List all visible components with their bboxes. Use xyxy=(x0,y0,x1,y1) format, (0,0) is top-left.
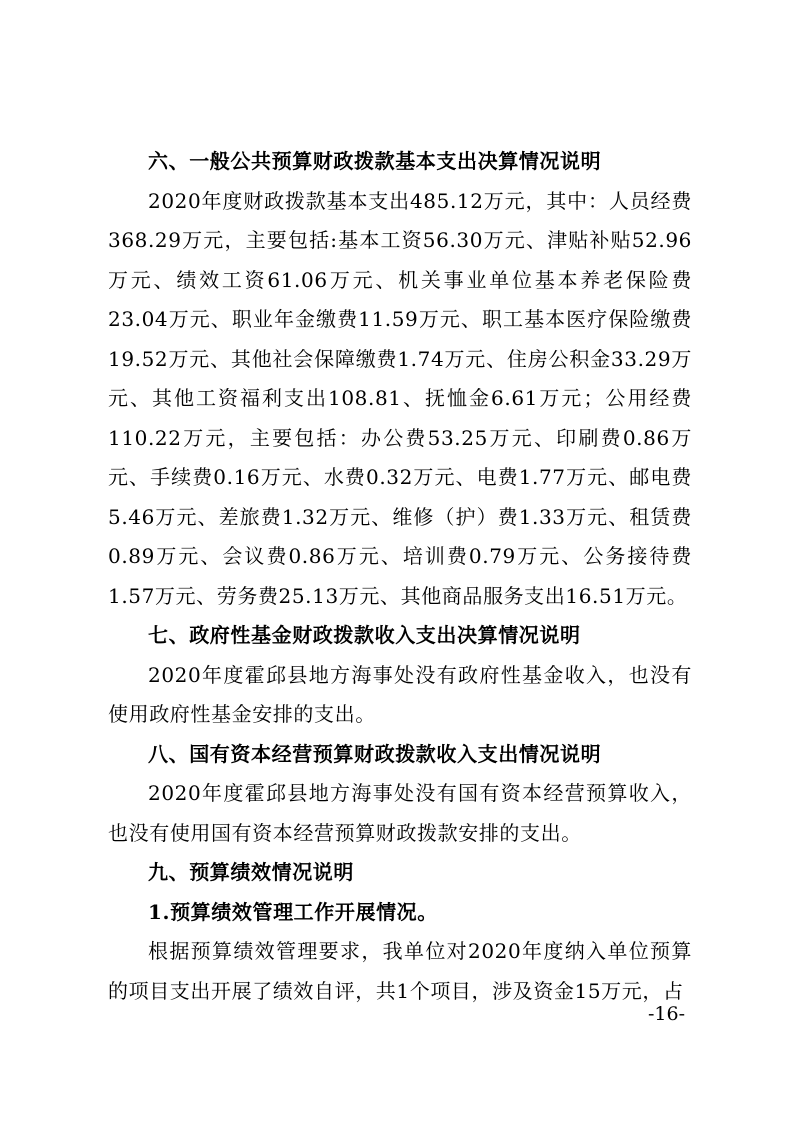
paragraph-performance: 根据预算绩效管理要求，我单位对2020年度纳入单位预算的项目支出开展了绩效自评，共1个项目，涉及资金15万元，占 xyxy=(108,939,692,1003)
section-heading-6: 六、一般公共预算财政拨款基本支出决算情况说明 xyxy=(148,149,602,173)
page-content xyxy=(108,142,692,1011)
section-heading-9: 九、预算绩效情况说明 xyxy=(148,860,354,884)
section-heading-7: 七、政府性基金财政拨款收入支出决算情况说明 xyxy=(148,623,581,647)
paragraph-government-fund: 2020年度霍邱县地方海事处没有政府性基金收入，也没有使用政府性基金安排的支出。 xyxy=(108,662,692,726)
subheading-performance-management: 1.预算绩效管理工作开展情况。 xyxy=(148,899,438,924)
section-heading-8: 八、国有资本经营预算财政拨款收入支出情况说明 xyxy=(148,741,602,766)
page-number: -16- xyxy=(647,1003,685,1025)
paragraph-basic-expenditure: 2020年度财政拨款基本支出485.12万元，其中：人员经费368.29万元，主要包括:基本工资56.30万元、津贴补贴52.96万元、绩效工资61.06万元、机关事业单位基本养老保险费23.04万元、职业年金缴费11.59万元、职工基本医疗保险缴费19.52万元、其他社会保障缴费1.74万元、住房公积金33.29万元、其他工资福利支出108.81、抚恤金6.61万元；公用经费110.22万元，主要包括：办公费53.25万元、印刷费0.86万元、手续费0.16万元、水费0.32万元、电费1.77万元、邮电费5.46万元、差旅费1.32万元、维修（护）费1.33万元、租赁费0.89万元、会议费0.86万元、培训费0.79万元、公务接待费1.57万元、劳务费25.13万元、其他商品服务支出16.51万元。 xyxy=(108,188,692,608)
paragraph-state-capital: 2020年度霍邱县地方海事处没有国有资本经营预算收入，也没有使用国有资本经营预算财政拨款安排的支出。 xyxy=(108,781,692,845)
